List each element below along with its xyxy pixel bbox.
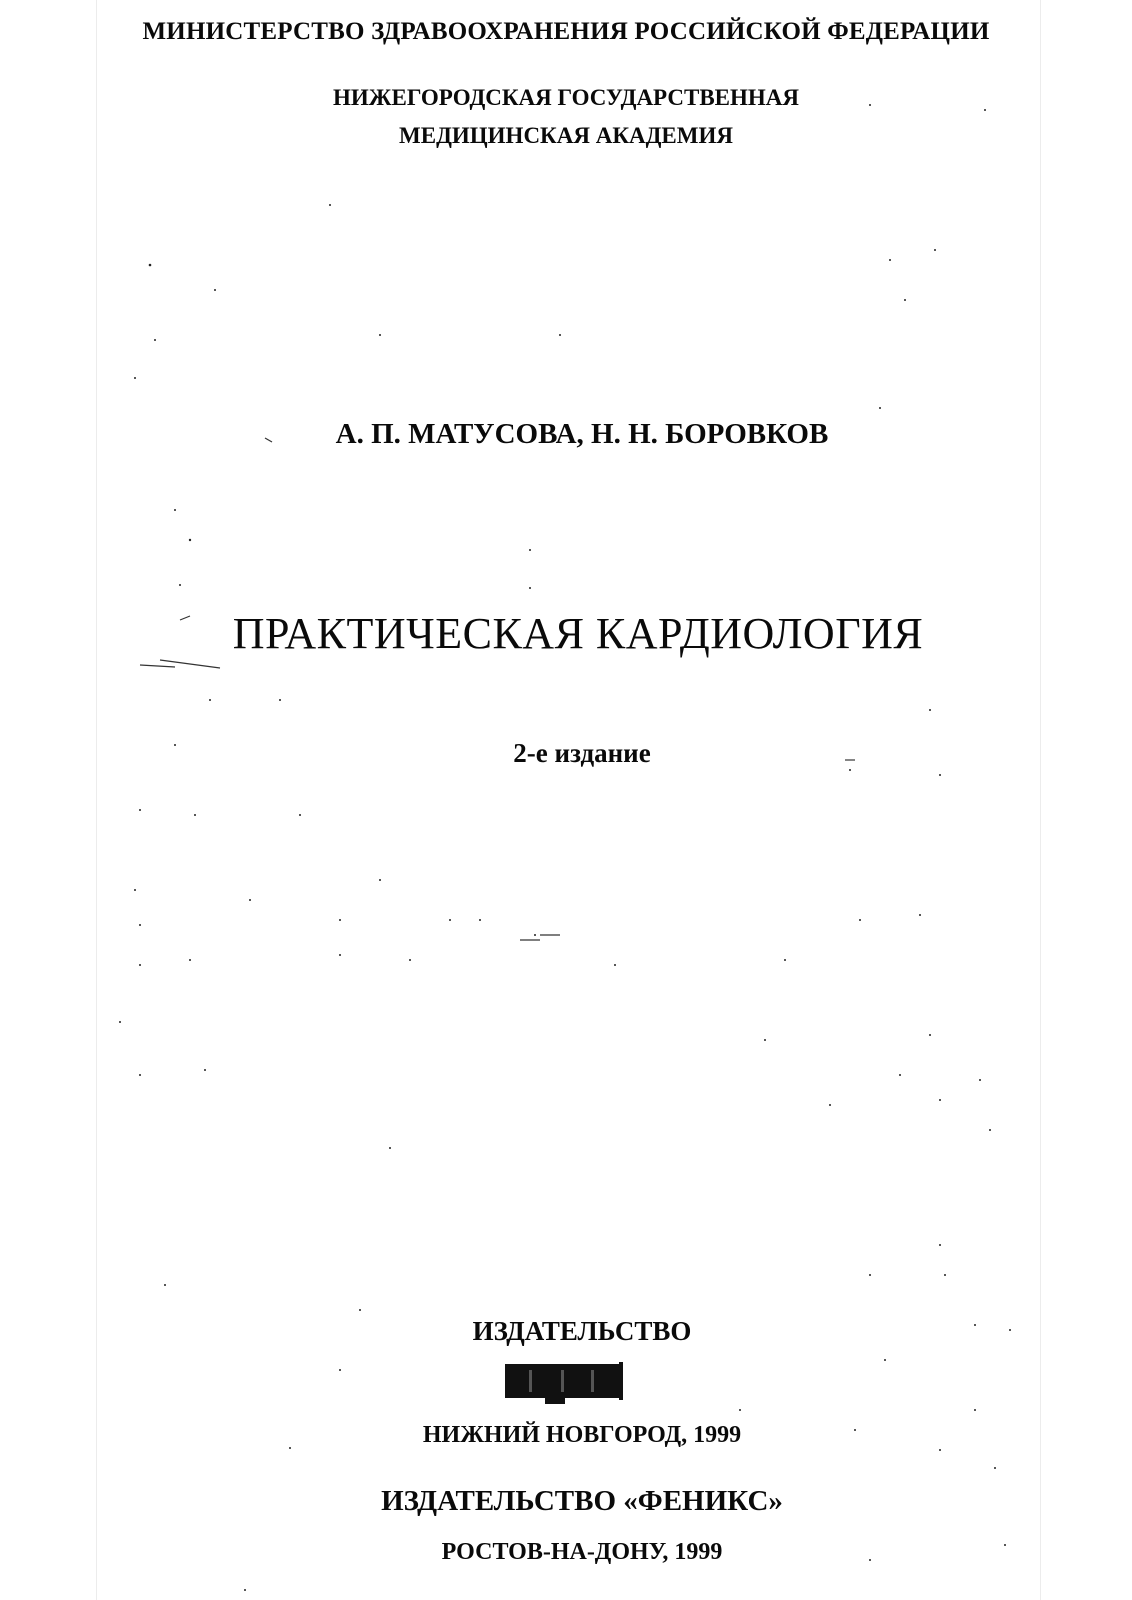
publisher-2-label: ИЗДАТЕЛЬСТВО «ФЕНИКС»: [381, 1485, 783, 1517]
publisher-1-logo: [505, 1360, 623, 1404]
left-margin-line: [96, 0, 97, 1600]
ministry-heading: МИНИСТЕРСТВО ЗДРАВООХРАНЕНИЯ РОССИЙСКОЙ ФЕДЕРАЦИИ: [142, 18, 990, 45]
publisher-1-city-year: НИЖНИЙ НОВГОРОД, 1999: [422, 1422, 742, 1448]
right-margin-line: [1040, 0, 1041, 1600]
book-title: ПРАКТИЧЕСКАЯ КАРДИОЛОГИЯ: [232, 609, 924, 658]
academy-heading-line2: МЕДИЦИНСКАЯ АКАДЕМИЯ: [399, 123, 733, 148]
book-edition: 2-е издание: [513, 738, 651, 768]
publisher-2-city-year: РОСТОВ-НА-ДОНУ, 1999: [441, 1539, 723, 1565]
academy-heading-line1: НИЖЕГОРОДСКАЯ ГОСУДАРСТВЕННАЯ: [332, 85, 800, 110]
publisher-1-label: ИЗДАТЕЛЬСТВО: [472, 1316, 692, 1346]
book-authors: А. П. МАТУСОВА, Н. Н. БОРОВКОВ: [335, 418, 829, 450]
